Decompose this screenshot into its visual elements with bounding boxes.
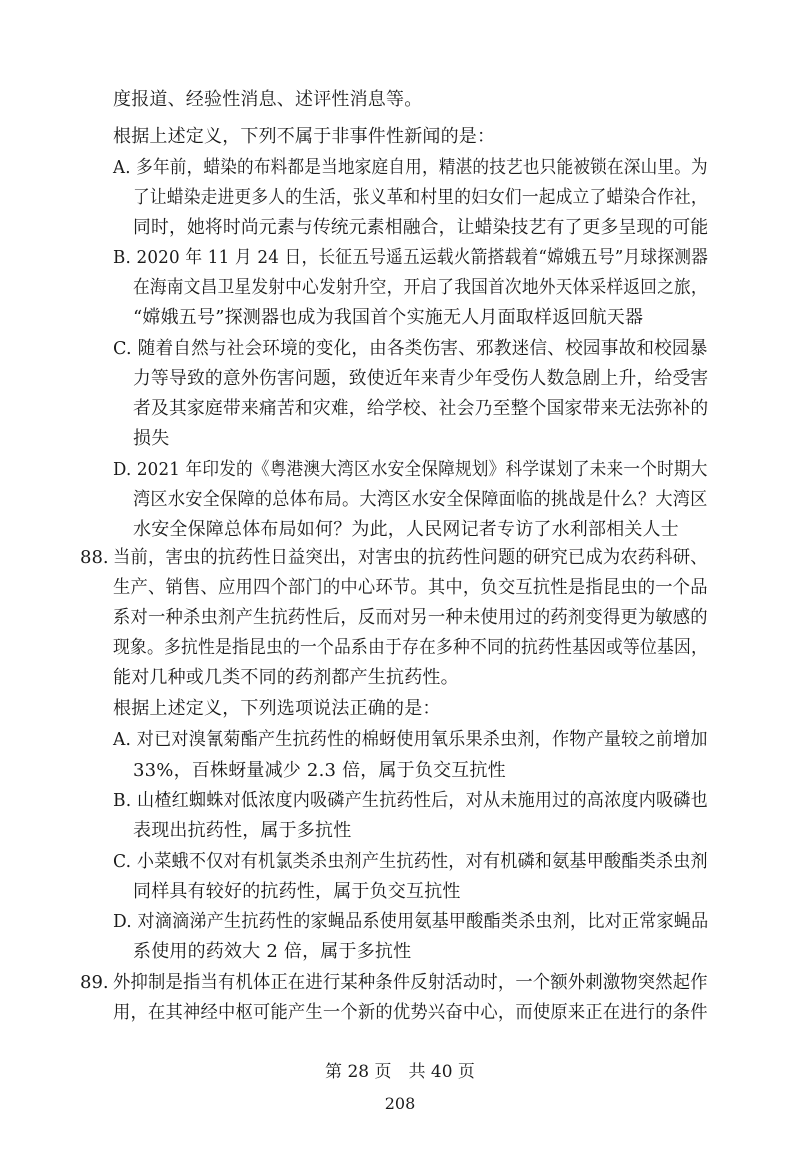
question-number: 89.	[80, 972, 109, 993]
question-stem-line: 外抑制是指当有机体正在进行某种条件反射活动时，一个额外刺激物突然起作	[113, 972, 708, 993]
question-stem-line: 系对一种杀虫剂产生抗药性后，反而对另一种未使用过的药剂变得更为敏感的	[113, 607, 708, 628]
page-label: 第 28 页 共 40 页	[325, 1062, 475, 1082]
paragraph-line: 度报道、经验性消息、述评性消息等。	[113, 89, 423, 110]
question-stem-line: 能对几种或几类不同的药剂都产生抗药性。	[113, 667, 459, 688]
option-c-line: 损失	[133, 428, 170, 449]
option-c-line: C. 随着自然与社会环境的变化，由各类伤害、邪教迷信、校园事故和校园暴	[113, 338, 708, 359]
option-a-line: 33%，百株蚜量减少 2.3 倍，属于负交互抗性	[133, 760, 506, 781]
question-number: 88.	[80, 547, 109, 568]
option-a-line: A. 对已对溴氰菊酯产生抗药性的棉蚜使用氧乐果杀虫剂，作物产量较之前增加	[113, 729, 708, 750]
question-stem-line: 用，在其神经中枢可能产生一个新的优势兴奋中心，而使原来正在进行的条件	[113, 1002, 708, 1023]
option-b-line: B. 2020 年 11 月 24 日，长征五号遥五运载火箭搭载着“嫦娥五号”月球探测器	[113, 247, 709, 268]
option-c-line: 同样具有较好的抗药性，属于负交互抗性	[133, 881, 461, 902]
question-stem-line: 生产、销售、应用四个部门的中心环节。其中，负交互抗性是指昆虫的一个品	[113, 577, 708, 598]
option-b-line: B. 山楂红蜘蛛对低浓度内吸磷产生抗药性后，对从未施用过的高浓度内吸磷也	[113, 790, 708, 811]
option-d-line: 水安全保障总体布局如何？为此，人民网记者专访了水利部相关人士	[133, 519, 679, 540]
option-c-line: 者及其家庭带来痛苦和灾难，给学校、社会乃至整个国家带来无法弥补的	[133, 398, 709, 419]
option-a-line: 了让蜡染走进更多人的生活，张义革和村里的妇女们一起成立了蜡染合作社，	[133, 187, 708, 208]
question-stem-line: 现象。多抗性是指昆虫的一个品系由于存在多种不同的抗药性基因或等位基因，	[113, 637, 709, 658]
option-a-line: A. 多年前，蜡染的布料都是当地家庭自用，精湛的技艺也只能被锁在深山里。为	[113, 157, 708, 178]
question-prompt: 根据上述定义，下列不属于非事件性新闻的是：	[113, 126, 496, 147]
option-d-line: 系使用的药效大 2 倍，属于多抗性	[133, 941, 412, 962]
option-b-line: “嫦娥五号”探测器也成为我国首个实施无人月面取样返回航天器	[133, 307, 644, 328]
question-stem-line: 当前，害虫的抗药性日益突出，对害虫的抗药性问题的研究已成为农药科研、	[113, 547, 708, 568]
option-a-line: 同时，她将时尚元素与传统元素相融合，让蜡染技艺有了更多呈现的可能	[133, 217, 709, 238]
option-d-line: D. 2021 年印发的《粤港澳大湾区水安全保障规划》科学谋划了未来一个时期大	[113, 459, 708, 480]
option-d-line: 湾区水安全保障的总体布局。大湾区水安全保障面临的挑战是什么？大湾区	[133, 489, 708, 510]
option-c-line: 力等导致的意外伤害问题，致使近年来青少年受伤人数急剧上升，给受害	[133, 368, 709, 389]
page-number: 208	[384, 1094, 416, 1113]
option-b-line: 在海南文昌卫星发射中心发射升空，开启了我国首次地外天体采样返回之旅，	[133, 277, 708, 298]
option-c-line: C. 小菜蛾不仅对有机氯类杀虫剂产生抗药性，对有机磷和氨基甲酸酯类杀虫剂	[113, 851, 708, 872]
question-prompt: 根据上述定义，下列选项说法正确的是：	[113, 698, 441, 719]
option-d-line: D. 对滴滴涕产生抗药性的家蝇品系使用氨基甲酸酯类杀虫剂，比对正常家蝇品	[113, 911, 709, 932]
option-b-line: 表现出抗药性，属于多抗性	[133, 820, 352, 841]
